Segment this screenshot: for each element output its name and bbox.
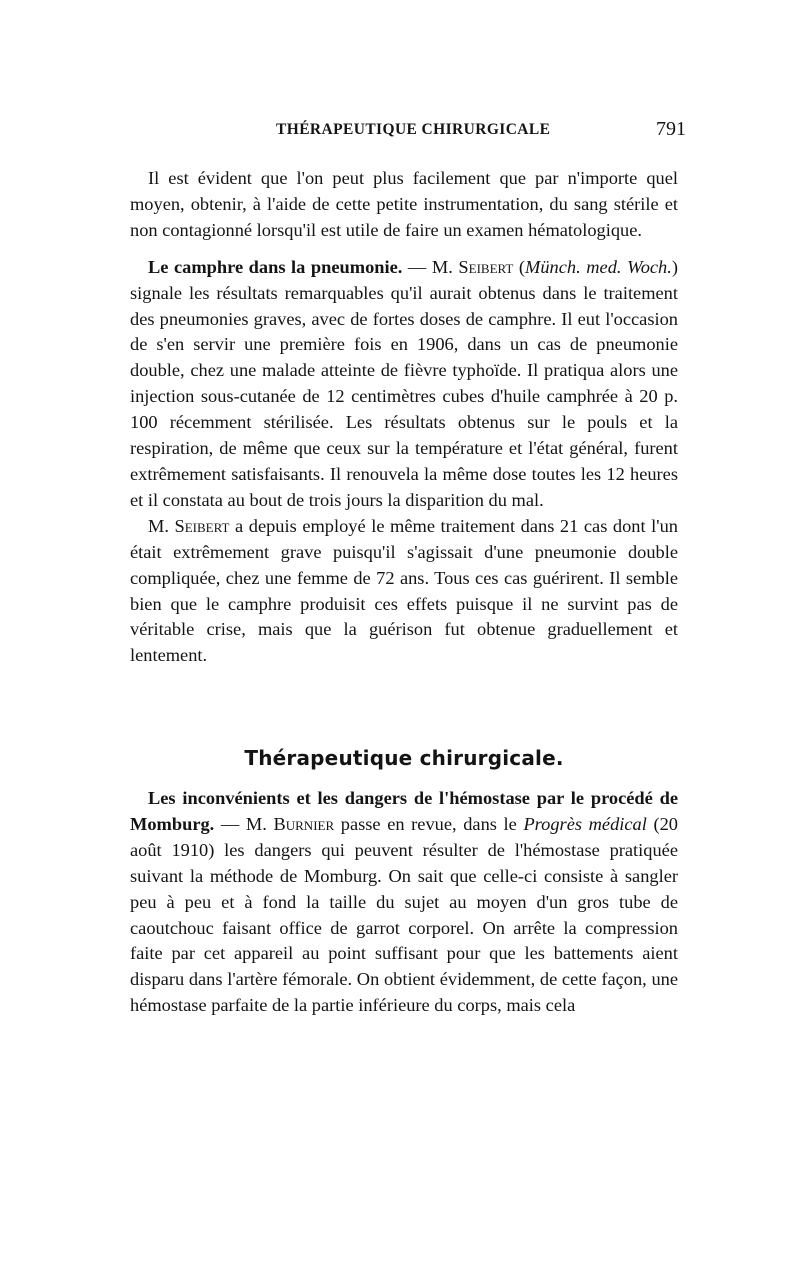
- running-head: [130, 118, 686, 143]
- dash-text: — M.: [214, 813, 274, 834]
- paragraph-text: (20 août 1910) les dangers qui peuvent résulter de l'hémostase pratiquée suivant la méthode de Momburg. On sait que celle-ci consiste à sangler peu à peu et à fond la taille du sujet au moyen d'un gros tube de caoutchouc faisant office de garrot corporel. On arrête la compression faite par cet appareil au point suffisant pour que les battements aient disparu dans l'artère fémorale. On obtient évidemment, de cette façon, une hémostase parfaite de la partie inférieure du corps, mais cela: [130, 813, 678, 1016]
- paren-text: (: [513, 256, 526, 277]
- section-heading: Thérapeutique chirurgicale.: [244, 746, 564, 770]
- connector-text: passe en revue, dans le: [334, 813, 524, 834]
- journal-name: Progrès médical: [523, 813, 647, 834]
- journal-name: Münch. med. Woch.: [525, 256, 672, 277]
- running-title: THÉRAPEUTIQUE CHIRURGICALE: [276, 121, 551, 138]
- run-in-heading-camphre: Le camphre dans la pneumonie.: [148, 256, 403, 277]
- paragraph-momburg: [130, 786, 678, 1019]
- author-name: Burnier: [273, 813, 335, 834]
- paragraph-camphre: [130, 255, 678, 514]
- author-name: Seibert: [174, 515, 230, 536]
- paragraph-text: ) signale les résultats remarquables qu'il aurait obtenus dans le traitement des pneumonies graves, avec de fortes doses de camphre. Il eut l'occasion de s'en servir une première fois en 1906, dans un cas de pneumonie double, chez une malade atteinte de fièvre typhoïde. Il pratiqua alors une injection sous-cutanée de 12 centimètres cubes d'huile camphrée à 20 p. 100 récemment stérilisée. Les résultats obtenus sur le pouls et la respiration, de même que ceux sur la température et l'état général, furent extrêmement satisfaisants. Il renouvela la même dose toutes les 12 heures et il constata au bout de trois jours la disparition du mal.: [130, 256, 678, 510]
- dash-text: — M.: [402, 256, 459, 277]
- author-name: Seibert: [458, 256, 514, 277]
- text-block-lower: [130, 786, 678, 1019]
- paragraph-seibert-cases: [130, 514, 678, 669]
- run-in-heading-momburg: Les inconvénients et les dangers de l'hémostase par le procédé de Momburg.: [130, 788, 678, 834]
- text-block-upper: [130, 166, 678, 669]
- paragraph-text: a depuis employé le même traitement dans 21 cas dont l'un était extrêmement grave puisqu'il s'agissait d'une pneumonie double compliquée, chez une femme de 72 ans. Tous ces cas guérirent. Il semble bien que le camphre produisit ces effets puisque il ne survint pas de véritable crise, mais que la guérison fut obtenue graduellement et lentement.: [130, 515, 678, 666]
- paragraph-hematology: Il est évident que l'on peut plus facilement que par n'importe quel moyen, obtenir, à l'aide de cette petite instrumentation, du sang stérile et non contagionné lorsqu'il est utile de faire un examen hématologique.: [130, 168, 678, 240]
- page-number: 791: [656, 118, 686, 140]
- author-prefix: M.: [148, 515, 175, 536]
